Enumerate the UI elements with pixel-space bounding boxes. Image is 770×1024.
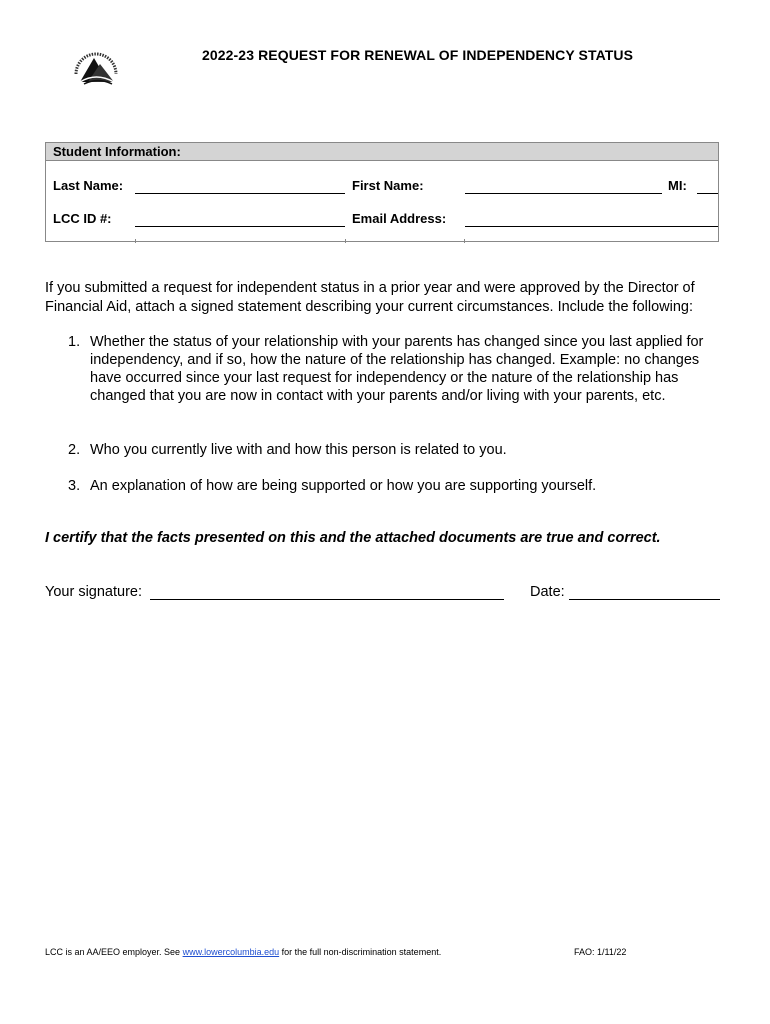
first-name-label: First Name:: [352, 178, 424, 193]
first-name-field[interactable]: [465, 193, 662, 194]
footer-text: LCC is an AA/EEO employer. See: [45, 947, 183, 957]
footer-text: for the full non-discrimination statement.: [279, 947, 442, 957]
mi-label: MI:: [668, 178, 687, 193]
list-item: [68, 477, 728, 495]
list-item-number: 2.: [68, 442, 81, 458]
mi-field[interactable]: [697, 193, 718, 194]
list-item-number: 3.: [68, 478, 81, 494]
signature-label: Your signature:: [45, 584, 143, 600]
email-field[interactable]: [465, 226, 718, 227]
list-item: [68, 441, 728, 459]
student-info-section: [45, 142, 719, 242]
email-label: Email Address:: [352, 211, 447, 226]
list-item-text: An explanation of how are being supported or how you are supporting yourself.: [90, 478, 597, 494]
instructions-paragraph: If you submitted a request for independent status in a prior year and were approved by the Director of Financial Aid, attach a signed statement describing your current circumstances. Include the following:: [45, 280, 695, 315]
student-info-heading: Student Information:: [46, 143, 718, 161]
certification-statement: I certify that the facts presented on this and the attached documents are true and correct.: [45, 530, 661, 546]
website-link[interactable]: www.lowercolumbia.edu: [182, 947, 280, 957]
form-code: FAO: 1/11/22: [574, 947, 627, 957]
date-label: Date:: [530, 584, 565, 600]
list-item-text: Who you currently live with and how this person is related to you.: [90, 442, 507, 458]
lcc-id-label: LCC ID #:: [53, 211, 112, 226]
date-field[interactable]: [569, 599, 720, 600]
cell-divider: [345, 239, 346, 243]
last-name-label: Last Name:: [53, 178, 124, 193]
signature-field[interactable]: [150, 599, 504, 600]
cell-divider: [464, 239, 465, 243]
footer-statement: [45, 947, 441, 957]
form-title: 2022-23 REQUEST FOR RENEWAL OF INDEPENDENCY STATUS: [202, 47, 634, 63]
last-name-field[interactable]: [135, 193, 345, 194]
lcc-id-field[interactable]: [135, 226, 345, 227]
list-item-number: 1.: [68, 334, 81, 350]
list-item-text: Whether the status of your relationship with your parents has changed since you last applied for independency, and if so, how the nature of the relationship has changed. Example: no changes have occurred since your last request for independency or the nature of the relationship has changed that you are now in contact with your parents and/or living with your parents, etc.: [90, 334, 704, 404]
cell-divider: [135, 239, 136, 243]
college-logo: [70, 44, 122, 88]
list-item: [68, 333, 728, 405]
